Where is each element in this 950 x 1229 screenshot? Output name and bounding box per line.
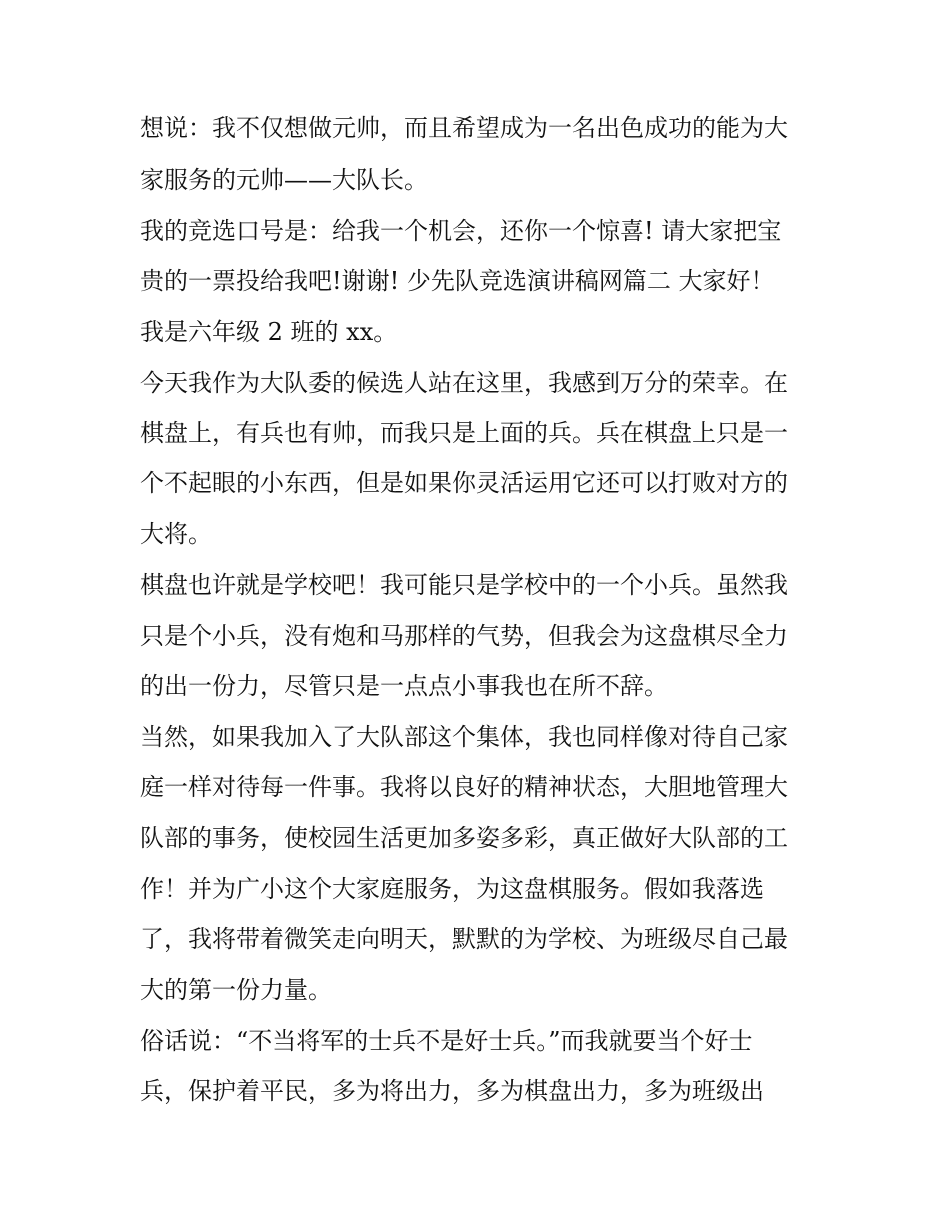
text-line: 棋盘也许就是学校吧！我可能只是学校中的一个小兵。虽然我 [140, 571, 788, 599]
text-line: 队部的事务，使校园生活更加多姿多彩，真正做好大队部的工 [140, 824, 788, 852]
text-line: 贵的一票投给我吧!谢谢! 少先队竞选演讲稿网篇二 大家好！ [140, 267, 775, 295]
text-line: 兵，保护着平民，多为将出力，多为棋盘出力，多为班级出 [140, 1077, 764, 1105]
text-line: 作！并为广小这个大家庭服务，为这盘棋服务。假如我落选 [140, 875, 764, 903]
text-line: 想说：我不仅想做元帅，而且希望成为一名出色成功的能为大 [140, 114, 788, 142]
text-line: 个不起眼的小东西，但是如果你灵活运用它还可以打败对方的 [140, 469, 788, 497]
text-line: 只是个小兵，没有炮和马那样的气势，但我会为这盘棋尽全力 [140, 622, 788, 650]
text-line: 我是六年级 2 班的 xx。 [140, 318, 398, 346]
text-line: 的出一份力，尽管只是一点点小事我也在所不辞。 [140, 672, 668, 700]
text-line: 俗话说：“不当将军的士兵不是好士兵。”而我就要当个好士 [140, 1027, 753, 1055]
text-line: 大的第一份力量。 [140, 976, 332, 1004]
text-line: 大将。 [140, 520, 212, 548]
text-line: 了，我将带着微笑走向明天，默默的为学校、为班级尽自己最 [140, 925, 788, 953]
text-line: 棋盘上，有兵也有帅，而我只是上面的兵。兵在棋盘上只是一 [140, 419, 788, 447]
text-line: 今天我作为大队委的候选人站在这里，我感到万分的荣幸。在 [140, 369, 788, 397]
text-line: 我的竞选口号是：给我一个机会，还你一个惊喜! 请大家把宝 [140, 217, 782, 245]
text-line: 家服务的元帅——大队长。 [140, 166, 428, 194]
text-line: 当然，如果我加入了大队部这个集体，我也同样像对待自己家 [140, 723, 788, 751]
text-line: 庭一样对待每一件事。我将以良好的精神状态，大胆地管理大 [140, 773, 788, 801]
